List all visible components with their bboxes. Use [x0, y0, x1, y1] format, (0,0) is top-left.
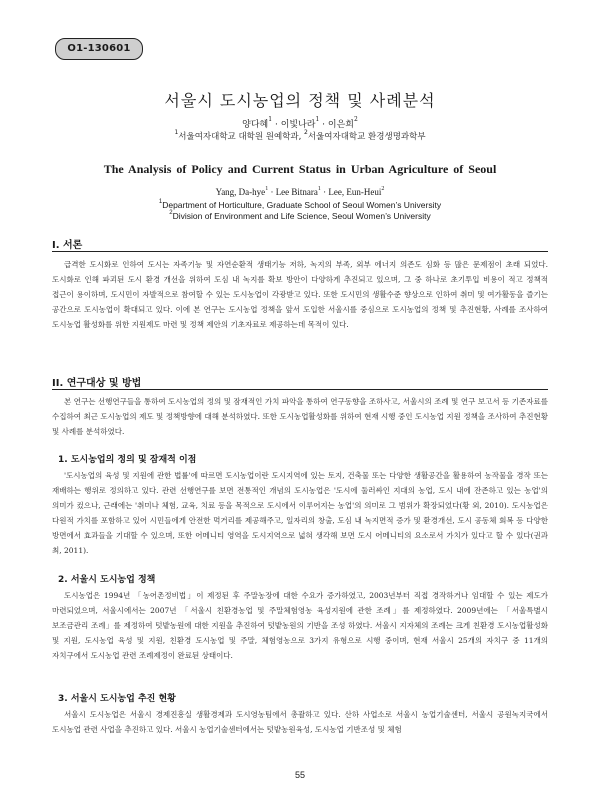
section-rule — [52, 251, 548, 252]
author-sup: 2 — [381, 186, 385, 192]
separator: · — [323, 187, 327, 197]
section-heading-intro: I. 서론 — [52, 240, 83, 251]
affiliation-korean — [0, 130, 600, 142]
author-sup: 1 — [265, 186, 269, 192]
paper-id-badge: O1-130601 — [55, 38, 143, 60]
aff-sup: 1 — [174, 129, 179, 136]
paragraph-policy: 도시농업은 1994년 「농어촌정비법」이 제정된 후 주말농장에 대한 수요가 증가하였고, 2003년부터 직접 경작하거나 임대할 수 있는 제도가 마련되었으며, 서울시에서는 2007년 「서울시 친환경농업 및 주말체험영농 육성지원에 관한 조례」를 제정하였다. 2009년에는 「서울특별시 보조금관리 조례」를 제정하여 텃밭농원에 대한 지원을 추진하여 텃밭농원의 기반을 조성 하였다. 서울시 지자체의 조례는 크게 친환경 도시농업활성화 및 지원, 도시농업 육성 및 지원, 친환경 도시농업 및 주말, 체험영농으로 3가지 유형으로 시행 중이며, 현재 서울시 25개의 자치구 중 11개의 자치구에서 도시농업 관련 조례제정이 완료된 상태이다. — [52, 591, 548, 660]
section-rule — [52, 389, 548, 390]
author-sup: 1 — [315, 116, 320, 123]
author-sup: 2 — [354, 116, 358, 123]
separator: · — [274, 120, 278, 130]
author-name: 이은희 — [327, 120, 355, 130]
subheading-status: 3. 서울시 도시농업 추진 현황 — [58, 694, 176, 704]
aff-text: Division of Environment and Life Science, Seoul Women’s University — [172, 211, 431, 221]
author-name: Lee Bitnara — [275, 187, 318, 197]
authors-english — [0, 187, 600, 197]
aff-text: 서울여자대학교 대학원 원예학과, — [178, 132, 302, 142]
authors-korean — [0, 117, 600, 130]
author-sup: 1 — [317, 186, 321, 192]
separator: · — [322, 120, 326, 130]
paragraph-method: 본 연구는 선행연구들을 통하여 도시농업의 정의 및 잠재적인 가치 파악을 통하여 연구동향을 조하사고, 서울시의 조례 및 연구 보고서 등 기존자료를 수집하여 최근 도시농업의 제도 및 정책방향에 대해 분석하였다. 또한 도시농업활성화를 위하여 현재 시행 중인 도시농업 지원 정책을 조사하여 추진현황 및 사례를 분석하였다. — [52, 397, 548, 436]
author-sup: 1 — [268, 116, 273, 123]
paragraph-definition: '도시농업의 육성 및 지원에 관한 법률'에 따르면 도시농업이란 도시지역에 있는 토지, 건축물 또는 다양한 생활공간을 활용하여 농작물을 경작 또는 재배하는 행위로 정의하고 있다. 관련 선행연구를 보면 전통적인 개념의 도시농업은 '도시에 둘러싸인 지대의 농업, 도시 내에 잔존하고 있는 농업'의 의미가 컸으나, 근래에는 '취미나 체험, 교육, 치료 등을 목적으로 도시에서 이루어지는 농업'의 의미로 그 범위가 확장되었다(황 외, 2010). 도시농업은 다원적 가치를 포함하고 있어 시민들에게 안전한 먹거리를 제공해주고, 일자리의 창출, 도심 내 녹지면적 증가 및 환경개선, 도시 공동체 회복 등 다양한 방면에서 효과들을 기대할 수 있으며, 또한 어메니티 영역을 도시지역으로 넓혀 생각해 보면 도시 어메니티의 요소로서 가치가 있다고 할 수 있다(권과 최, 2011). — [52, 471, 548, 555]
author-name: Yang, Da-hye — [215, 187, 266, 197]
subheading-policy: 2. 서울시 도시농업 정책 — [58, 575, 156, 585]
affiliation-english-1 — [0, 200, 600, 210]
author-name: 양다혜 — [242, 120, 269, 130]
author-name: 이빛나라 — [280, 120, 316, 130]
paragraph-intro: 급격한 도시화로 인하여 도시는 자족기능 및 자연순환적 생태기능 저하, 녹지의 부족, 외부 에너지 의존도 심화 등 많은 문제점이 초래 되었다. 도시화로 인해 파괴된 도시 환경 개선을 위하여 도심 내 녹지를 확보 방안이 다양하게 추진되고 있으며, 그 중 하나로 초기투입 비용이 적고 정책적 접근이 용이하며, 도시민이 자발적으로 참여할 수 있는 도시농업이 각광받고 있다. 또한 도시민의 생활수준 향상으로 인하여 취미 및 여가활동을 즐기는 공간으로 도시농업이 확대되고 있다. 이에 본 연구는 도시농업 정책을 앞서 도입한 서울시를 중심으로 도시농업의 정책 및 추진현황, 사례를 조사하여 도시농업 활성화를 위한 지원제도 마련 및 정책 제안의 기초자료로 제공하는데 목적이 있다. — [52, 260, 548, 329]
subheading-definition: 1. 도시농업의 정의 및 잠재적 이점 — [58, 455, 197, 465]
section-heading-method: II. 연구대상 및 방법 — [52, 378, 142, 389]
aff-sup: 1 — [158, 199, 163, 205]
page-number: 55 — [294, 770, 305, 780]
title-korean: 서울시 도시농업의 정책 및 사례분석 — [164, 91, 436, 110]
title-english: The Analysis of Policy and Current Status in Urban Agriculture of Seoul — [103, 162, 497, 176]
aff-text: 서울여자대학교 환경생명과학부 — [307, 132, 426, 142]
aff-text: Department of Horticulture, Graduate School of Seoul Women’s University — [162, 200, 442, 210]
author-name: Lee, Eun-Heui — [328, 187, 382, 197]
paragraph-status: 서울시 도시농업은 서울시 경제진흥실 생활경제과 도시영농팀에서 총괄하고 있다. 산하 사업소로 서울시 농업기술센터, 서울시 공원녹지국에서 도시농업 관련 사업을 추진하고 있다. 서울시 농업기술센터에서는 텃밭농원육성, 도시농업 기반조성 및 체험 — [52, 710, 548, 734]
aff-sup: 2 — [169, 210, 173, 216]
separator: · — [270, 187, 274, 197]
aff-sup: 2 — [304, 129, 308, 136]
affiliation-english-2 — [0, 211, 600, 221]
